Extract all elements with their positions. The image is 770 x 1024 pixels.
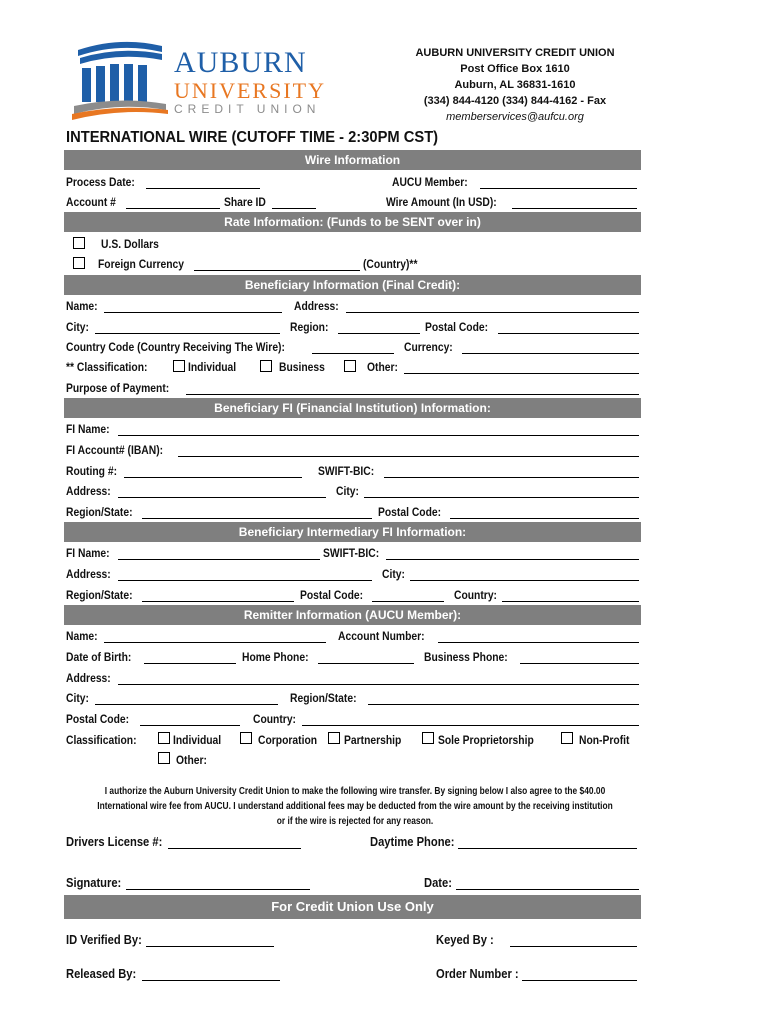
aucu-member-label: AUCU Member: bbox=[392, 175, 468, 189]
rem-postal-label: Postal Code: bbox=[66, 712, 130, 726]
ben-individual-label: Individual bbox=[188, 360, 237, 374]
fi-postal-field[interactable] bbox=[450, 507, 639, 519]
rem-other-checkbox[interactable] bbox=[158, 752, 170, 764]
ben-other-checkbox[interactable] bbox=[344, 360, 356, 372]
process-date-field[interactable] bbox=[146, 177, 260, 189]
section-remitter bbox=[64, 605, 641, 625]
rem-country-field[interactable] bbox=[302, 714, 639, 726]
logo-line-credit-union: CREDIT UNION bbox=[174, 102, 321, 116]
date-label: Date: bbox=[424, 875, 452, 890]
section-rate-info bbox=[64, 212, 641, 232]
int-fi-name-label: FI Name: bbox=[66, 546, 110, 560]
ben-business-checkbox[interactable] bbox=[260, 360, 272, 372]
order-number-label: Order Number : bbox=[436, 966, 519, 981]
drivers-license-label: Drivers License #: bbox=[66, 834, 163, 849]
city-line: Auburn, AL 36831-1610 bbox=[454, 79, 576, 91]
rem-account-label: Account Number: bbox=[338, 629, 425, 643]
fi-account-label: FI Account# (IBAN): bbox=[66, 443, 164, 457]
rem-business-phone-field[interactable] bbox=[520, 652, 639, 664]
fi-city-label: City: bbox=[336, 484, 359, 498]
account-number-field[interactable] bbox=[126, 197, 220, 209]
fi-region-label: Region/State: bbox=[66, 505, 133, 519]
rem-classification-label: Classification: bbox=[66, 733, 137, 747]
rem-name-label: Name: bbox=[66, 629, 98, 643]
logo-building-icon bbox=[70, 38, 170, 120]
rem-individual-checkbox[interactable] bbox=[158, 732, 170, 744]
int-swift-field[interactable] bbox=[386, 548, 639, 560]
routing-field[interactable] bbox=[124, 466, 302, 478]
aucu-member-field[interactable] bbox=[480, 177, 637, 189]
rem-corporation-label: Corporation bbox=[258, 733, 318, 747]
ben-classification-label: ** Classification: bbox=[66, 360, 148, 374]
rem-city-field[interactable] bbox=[95, 693, 278, 705]
fi-postal-label: Postal Code: bbox=[378, 505, 442, 519]
rem-country-label: Country: bbox=[253, 712, 296, 726]
fi-name-label: FI Name: bbox=[66, 422, 110, 436]
rem-corporation-checkbox[interactable] bbox=[240, 732, 252, 744]
ben-address-label: Address: bbox=[294, 299, 339, 313]
section-rate-info-label: Rate Information: (Funds to be SENT over in) bbox=[224, 215, 481, 229]
section-beneficiary-fi-label: Beneficiary FI (Financial Institution) Information: bbox=[214, 401, 491, 415]
rem-non-profit-checkbox[interactable] bbox=[561, 732, 573, 744]
authorization-line-3: or if the wire is rejected for any reason. bbox=[276, 816, 434, 827]
section-intermediary-fi-label: Beneficiary Intermediary FI Information: bbox=[238, 525, 467, 539]
purpose-label: Purpose of Payment: bbox=[66, 381, 170, 395]
int-region-label: Region/State: bbox=[66, 588, 133, 602]
fi-region-field[interactable] bbox=[142, 507, 372, 519]
rem-region-field[interactable] bbox=[368, 693, 639, 705]
int-address-label: Address: bbox=[66, 567, 111, 581]
us-dollars-checkbox[interactable] bbox=[73, 237, 85, 249]
fi-address-field[interactable] bbox=[118, 486, 326, 498]
account-number-label: Account # bbox=[66, 195, 116, 209]
ben-address-field[interactable] bbox=[346, 301, 639, 313]
date-field[interactable] bbox=[456, 878, 639, 890]
email-line: memberservices@aufcu.org bbox=[446, 111, 584, 123]
keyed-by-field[interactable] bbox=[510, 935, 637, 947]
fi-swift-label: SWIFT-BIC: bbox=[318, 464, 375, 478]
ben-name-field[interactable] bbox=[104, 301, 282, 313]
rem-sole-prop-checkbox[interactable] bbox=[422, 732, 434, 744]
rem-other-label: Other: bbox=[176, 753, 207, 767]
released-by-field[interactable] bbox=[142, 969, 280, 981]
section-cu-use-label: For Credit Union Use Only bbox=[271, 899, 434, 914]
cu-name: AUBURN UNIVERSITY CREDIT UNION bbox=[415, 47, 615, 59]
daytime-phone-field[interactable] bbox=[458, 837, 637, 849]
rem-address-label: Address: bbox=[66, 671, 111, 685]
drivers-license-field[interactable] bbox=[168, 837, 301, 849]
ben-region-label: Region: bbox=[290, 320, 329, 334]
ben-other-label: Other: bbox=[367, 360, 398, 374]
ben-other-field[interactable] bbox=[404, 362, 639, 374]
fi-city-field[interactable] bbox=[364, 486, 639, 498]
logo-line-university: UNIVERSITY bbox=[174, 78, 326, 103]
rem-account-field[interactable] bbox=[438, 631, 639, 643]
po-box: Post Office Box 1610 bbox=[460, 63, 570, 75]
phone-line: (334) 844-4120 (334) 844-4162 - Fax bbox=[423, 95, 607, 107]
released-by-label: Released By: bbox=[66, 966, 137, 981]
section-intermediary-fi bbox=[64, 522, 641, 542]
process-date-label: Process Date: bbox=[66, 175, 135, 189]
us-dollars-label: U.S. Dollars bbox=[101, 237, 159, 251]
rem-city-label: City: bbox=[66, 691, 89, 705]
ben-currency-field[interactable] bbox=[462, 342, 639, 354]
rem-business-phone-label: Business Phone: bbox=[424, 650, 508, 664]
fi-swift-field[interactable] bbox=[384, 466, 639, 478]
int-postal-field[interactable] bbox=[372, 590, 444, 602]
rem-address-field[interactable] bbox=[118, 673, 639, 685]
foreign-country-field[interactable] bbox=[194, 259, 360, 271]
signature-label: Signature: bbox=[66, 875, 122, 890]
ben-business-label: Business bbox=[279, 360, 325, 374]
ben-postal-label: Postal Code: bbox=[425, 320, 489, 334]
ben-name-label: Name: bbox=[66, 299, 98, 313]
ben-city-label: City: bbox=[66, 320, 89, 334]
int-country-field[interactable] bbox=[502, 590, 639, 602]
int-city-field[interactable] bbox=[410, 569, 639, 581]
section-wire-info bbox=[64, 150, 641, 170]
wire-amount-field[interactable] bbox=[512, 197, 637, 209]
int-address-field[interactable] bbox=[118, 569, 372, 581]
logo-line-auburn: AUBURN bbox=[174, 46, 307, 79]
rem-home-phone-field[interactable] bbox=[318, 652, 414, 664]
foreign-currency-label: Foreign Currency bbox=[98, 257, 185, 271]
fi-account-field[interactable] bbox=[178, 445, 639, 457]
id-verified-field[interactable] bbox=[146, 935, 274, 947]
int-region-field[interactable] bbox=[142, 590, 294, 602]
int-city-label: City: bbox=[382, 567, 405, 581]
share-id-label: Share ID bbox=[224, 195, 266, 209]
rem-individual-label: Individual bbox=[173, 733, 222, 747]
wire-amount-label: Wire Amount (In USD): bbox=[386, 195, 497, 209]
section-cu-use bbox=[64, 895, 641, 919]
ben-region-field[interactable] bbox=[338, 322, 420, 334]
ben-individual-checkbox[interactable] bbox=[173, 360, 185, 372]
authorization-text bbox=[40, 784, 670, 829]
rem-home-phone-label: Home Phone: bbox=[242, 650, 309, 664]
ben-city-field[interactable] bbox=[95, 322, 280, 334]
daytime-phone-label: Daytime Phone: bbox=[370, 834, 455, 849]
fi-address-label: Address: bbox=[66, 484, 111, 498]
page-title: INTERNATIONAL WIRE (CUTOFF TIME - 2:30PM CST) bbox=[66, 129, 439, 146]
keyed-by-label: Keyed By : bbox=[436, 932, 494, 947]
int-fi-name-field[interactable] bbox=[118, 548, 320, 560]
rem-partnership-label: Partnership bbox=[344, 733, 402, 747]
ben-country-code-field[interactable] bbox=[312, 342, 394, 354]
rem-postal-field[interactable] bbox=[140, 714, 240, 726]
authorization-line-1: I authorize the Auburn University Credit Union to make the following wire transfer. By signing below I also agree to the $40.00 bbox=[104, 786, 606, 797]
id-verified-label: ID Verified By: bbox=[66, 932, 142, 947]
int-swift-label: SWIFT-BIC: bbox=[323, 546, 380, 560]
country-note-label: (Country)** bbox=[363, 257, 418, 271]
int-postal-label: Postal Code: bbox=[300, 588, 364, 602]
ben-currency-label: Currency: bbox=[404, 340, 453, 354]
rem-dob-label: Date of Birth: bbox=[66, 650, 132, 664]
signature-field[interactable] bbox=[126, 878, 310, 890]
purpose-field[interactable] bbox=[186, 383, 639, 395]
rem-region-label: Region/State: bbox=[290, 691, 357, 705]
share-id-field[interactable] bbox=[272, 197, 316, 209]
routing-label: Routing #: bbox=[66, 464, 118, 478]
rem-sole-prop-label: Sole Proprietorship bbox=[438, 733, 534, 747]
section-remitter-label: Remitter Information (AUCU Member): bbox=[243, 608, 462, 622]
ben-country-code-label: Country Code (Country Receiving The Wire): bbox=[66, 340, 285, 354]
int-country-label: Country: bbox=[454, 588, 497, 602]
foreign-currency-checkbox[interactable] bbox=[73, 257, 85, 269]
rem-partnership-checkbox[interactable] bbox=[328, 732, 340, 744]
fi-name-field[interactable] bbox=[118, 424, 639, 436]
ben-postal-field[interactable] bbox=[498, 322, 639, 334]
section-wire-info-label: Wire Information bbox=[304, 153, 401, 167]
rem-non-profit-label: Non-Profit bbox=[579, 733, 630, 747]
rem-dob-field[interactable] bbox=[144, 652, 236, 664]
section-beneficiary-fi bbox=[64, 398, 641, 418]
rem-name-field[interactable] bbox=[104, 631, 326, 643]
aucu-logo bbox=[70, 38, 340, 122]
section-beneficiary bbox=[64, 275, 641, 295]
order-number-field[interactable] bbox=[522, 969, 637, 981]
authorization-line-2: International wire fee from AUCU. I understand additional fees may be deducted from the wire amount by the receiving institution bbox=[97, 801, 613, 812]
section-beneficiary-label: Beneficiary Information (Final Credit): bbox=[244, 278, 461, 292]
address-block bbox=[395, 45, 635, 125]
